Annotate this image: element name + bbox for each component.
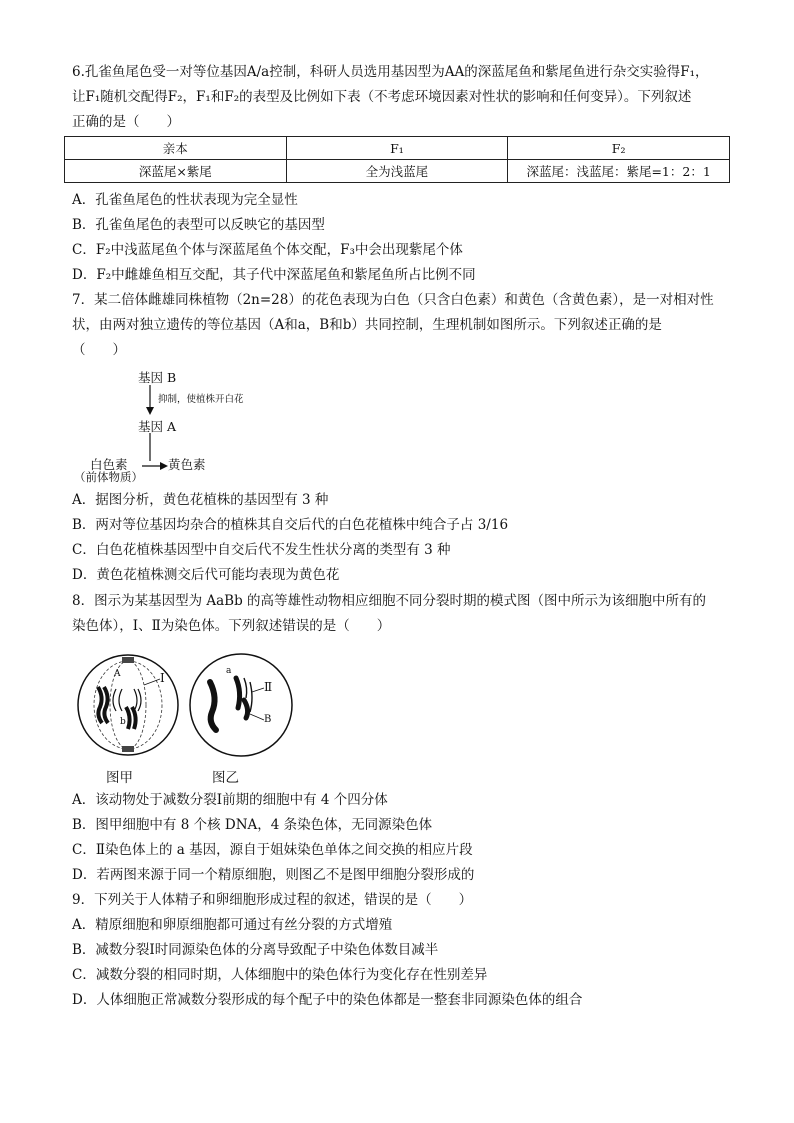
q6-option-d: D．F₂中雌雄鱼相互交配，其子代中深蓝尾鱼和紫尾鱼所占比例不同 xyxy=(72,267,476,283)
q6-option-b: B．孔雀鱼尾色的表型可以反映它的基因型 xyxy=(72,217,325,233)
table-cell-parent: 深蓝尾×紫尾 xyxy=(65,160,287,183)
table-row xyxy=(65,160,730,183)
q6-stem-line-3: 正确的是（ ） xyxy=(72,114,180,130)
precursor-label: （前体物质） xyxy=(74,470,143,484)
q9-option-c: C．减数分裂的相同时期，人体细胞中的染色体行为变化存在性别差异 xyxy=(72,967,488,983)
caption-figure-jia: 图甲 xyxy=(106,770,133,786)
q7-stem-line-3: （ ） xyxy=(72,342,126,358)
gene-a-label: 基因 A xyxy=(138,419,177,434)
q8-option-a: A．该动物处于减数分裂Ⅰ前期的细胞中有 4 个四分体 xyxy=(72,792,388,808)
q8-option-c: C．Ⅱ染色体上的 a 基因，源自于姐妹染色单体之间交换的相应片段 xyxy=(72,842,473,858)
q6-option-c: C．F₂中浅蓝尾鱼个体与深蓝尾鱼个体交配，F₃中会出现紫尾个体 xyxy=(72,242,463,258)
arrow-right-icon xyxy=(142,461,168,471)
inhibit-label: 抑制，使植株开白花 xyxy=(158,394,244,405)
q8-option-b: B．图甲细胞中有 8 个核 DNA，4 条染色体，无同源染色体 xyxy=(72,817,433,833)
q9-option-b: B．减数分裂Ⅰ时同源染色体的分离导致配子中染色体数目减半 xyxy=(72,942,439,958)
white-pigment-label: 白色素 xyxy=(90,457,128,472)
q6-stem-line-1: 6.孔雀鱼尾色受一对等位基因A/a控制，科研人员选用基因型为AA的深蓝尾鱼和紫尾鱼进行杂交实验得F₁， xyxy=(72,64,709,80)
caption-figure-yi: 图乙 xyxy=(212,770,239,786)
q7-option-c: C．白色花植株基因型中自交后代不发生性状分离的类型有 3 种 xyxy=(72,542,451,558)
label-chromosome-I: Ⅰ xyxy=(160,671,165,685)
arrow-down-icon xyxy=(144,433,156,463)
label-gene-B: B xyxy=(264,714,272,725)
yellow-pigment-label: 黄色素 xyxy=(168,457,206,472)
q9-stem: 9．下列关于人体精子和卵细胞形成过程的叙述，错误的是（ ） xyxy=(72,892,473,908)
q8-stem-line-1: 8．图示为某基因型为 AaBb 的高等雄性动物相应细胞不同分裂时期的模式图（图中所示为该细胞中所有的 xyxy=(72,593,707,609)
label-chromosome-II: Ⅱ xyxy=(264,680,273,694)
q7-stem-line-1: 7．某二倍体雌雄同株植物（2n=28）的花色表现为白色（只含白色素）和黄色（含黄色素），是一对相对性 xyxy=(72,292,714,308)
q6-stem-line-2: 让F₁随机交配得F₂，F₁和F₂的表型及比例如下表（不考虑环境因素对性状的影响和任何变异）。下列叙述 xyxy=(72,89,692,105)
label-gene-a: a xyxy=(226,666,232,676)
q6-table xyxy=(64,136,730,183)
table-header-f2: F₂ xyxy=(508,137,730,160)
q9-option-a: A．精原细胞和卵原细胞都可通过有丝分裂的方式增殖 xyxy=(72,917,393,933)
q7-option-b: B．两对等位基因均杂合的植株其自交后代的白色花植株中纯合子占 3/16 xyxy=(72,517,509,533)
cell-yi-drawing xyxy=(188,652,294,758)
q8-option-d: D．若两图来源于同一个精原细胞，则图乙不是图甲细胞分裂形成的 xyxy=(72,867,475,883)
cell-figure-yi xyxy=(188,652,294,758)
q8-stem-line-2: 染色体），Ⅰ、Ⅱ为染色体。下列叙述错误的是（ ） xyxy=(72,618,391,634)
label-gene-A: A xyxy=(114,669,121,679)
q7-option-a: A．据图分析，黄色花植株的基因型有 3 种 xyxy=(72,492,329,508)
cell-figure-jia xyxy=(76,653,180,757)
table-header-parent: 亲本 xyxy=(65,137,287,160)
label-gene-b: b xyxy=(120,717,126,727)
table-cell-f1: 全为浅蓝尾 xyxy=(286,160,508,183)
gene-b-label: 基因 B xyxy=(138,370,177,385)
inhibit-arrow-icon xyxy=(144,385,156,415)
q7-option-d: D．黄色花植株测交后代可能均表现为黄色花 xyxy=(72,567,340,583)
table-row xyxy=(65,137,730,160)
q6-option-a: A．孔雀鱼尾色的性状表现为完全显性 xyxy=(72,192,298,208)
cell-jia-drawing xyxy=(76,653,180,757)
q7-pathway-diagram xyxy=(64,365,324,484)
table-cell-f2: 深蓝尾：浅蓝尾：紫尾=1：2：1 xyxy=(508,160,730,183)
table-header-f1: F₁ xyxy=(286,137,508,160)
q7-stem-line-2: 状，由两对独立遗传的等位基因（A和a，B和b）共同控制，生理机制如图所示。下列叙述正确的是 xyxy=(72,317,662,333)
q9-option-d: D．人体细胞正常减数分裂形成的每个配子中的染色体都是一整套非同源染色体的组合 xyxy=(72,992,583,1008)
